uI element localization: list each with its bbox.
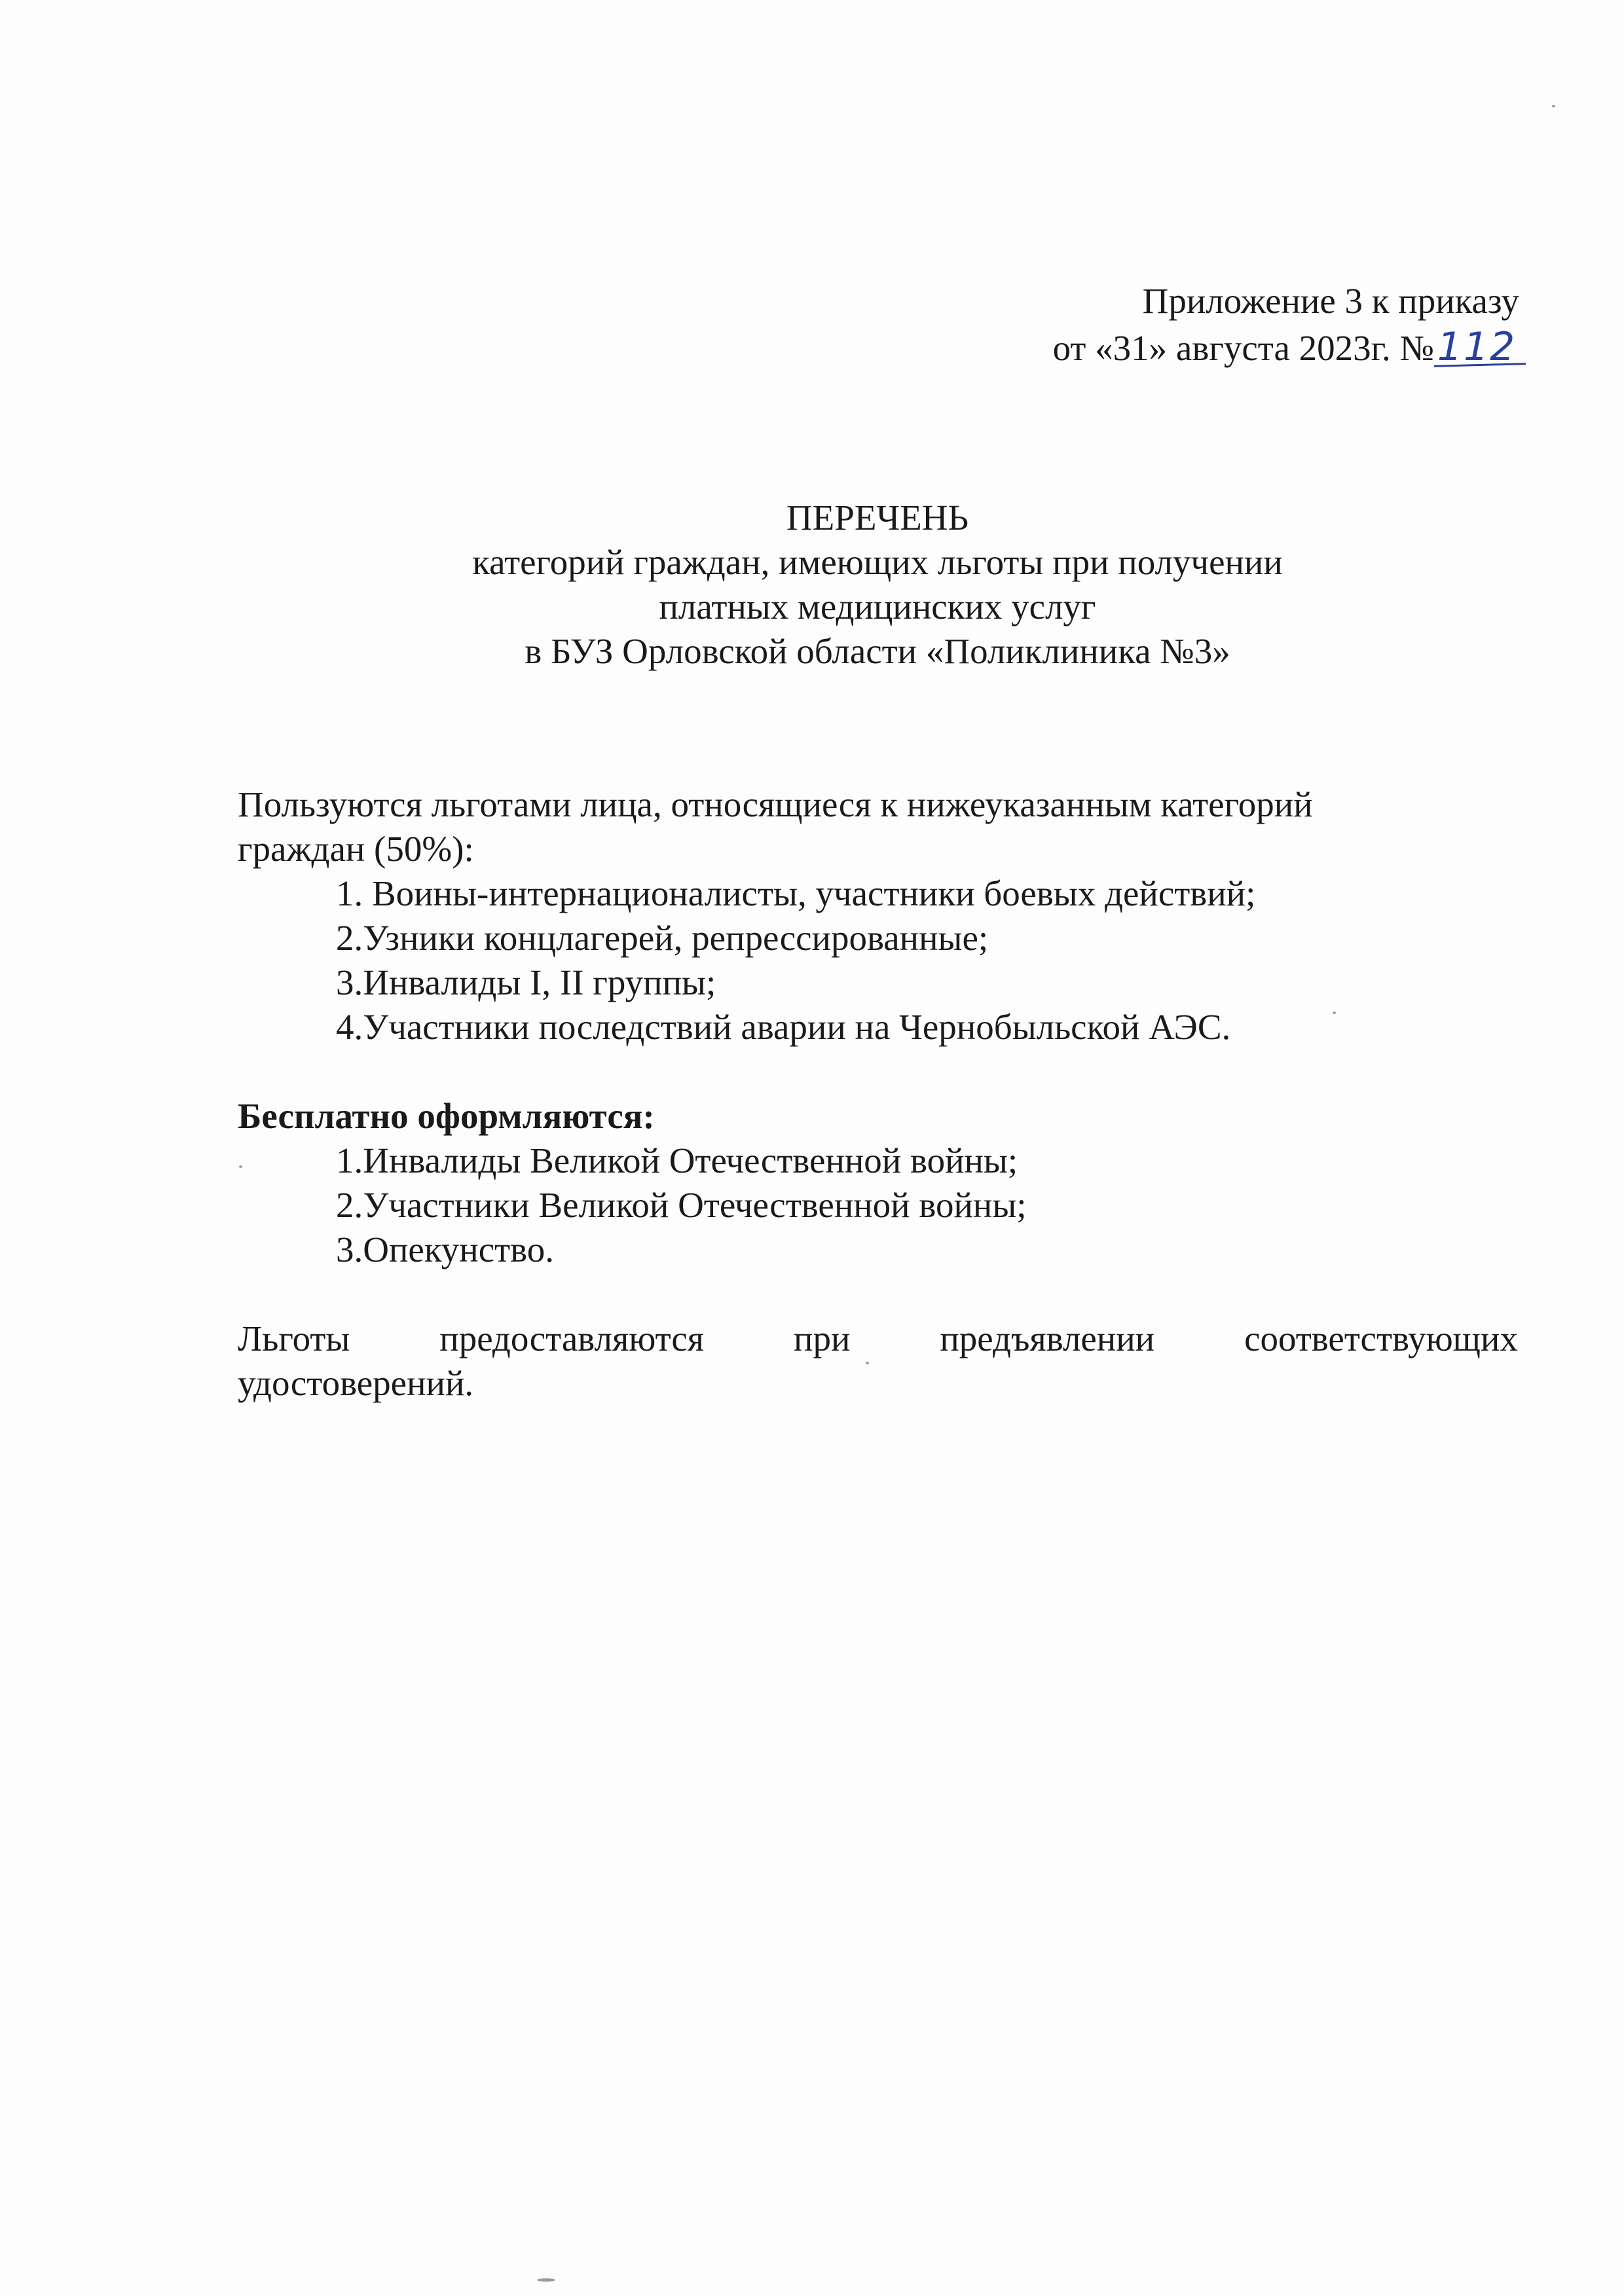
handwritten-order-number: 112 (1437, 324, 1517, 370)
document-body (238, 782, 1518, 1406)
list-item: 3.Опекунство. (336, 1230, 554, 1269)
list-item: 4.Участники последствий аварии на Чернобыльской АЭС. (336, 1007, 1231, 1047)
scan-speck (239, 1165, 242, 1168)
title-line-3: в БУЗ Орловской области «Поликлиника №3» (525, 631, 1230, 671)
list-item: 3.Инвалиды I, II группы; (336, 962, 716, 1002)
document-title (367, 496, 1388, 674)
list-item: 1. Воины-интернационалисты, участники боевых действий; (336, 873, 1256, 913)
scan-speck (1552, 105, 1555, 107)
closing-word: предоставляются (439, 1319, 705, 1358)
spacer (238, 1272, 1518, 1317)
list-item: 2.Участники Великой Отечественной войны; (336, 1185, 1027, 1225)
discount-list (238, 871, 1518, 1049)
spacer (238, 1049, 1518, 1094)
order-number-field (1434, 324, 1519, 371)
title-line-1: категорий граждан, имеющих льготы при получении (472, 542, 1283, 582)
closing-line-1 (238, 1317, 1518, 1361)
list-item: 2.Узники концлагерей, репрессированные; (336, 918, 989, 958)
list-item: 1.Инвалиды Великой Отечественной войны; (336, 1140, 1018, 1180)
order-prefix: от «31» августа 2023г. № (1052, 328, 1434, 368)
scan-speck (537, 2278, 555, 2282)
closing-word: предъявлении (940, 1319, 1155, 1358)
closing-word: при (794, 1319, 851, 1358)
order-line (1053, 324, 1519, 371)
discount-intro-line-1: Пользуются льготами лица, относящиеся к нижеуказанным категорий (238, 784, 1313, 824)
free-list (238, 1139, 1518, 1272)
title-heading: ПЕРЕЧЕНЬ (786, 498, 969, 538)
discount-intro-line-2: граждан (50%): (238, 829, 474, 869)
appendix-header (1053, 278, 1519, 371)
closing-line-2: удостоверений. (238, 1363, 474, 1403)
title-line-2: платных медицинских услуг (659, 587, 1096, 627)
scan-speck (866, 1362, 869, 1364)
closing-word: соответствующих (1244, 1319, 1518, 1358)
scan-speck (1333, 1011, 1336, 1014)
free-section-heading: Бесплатно оформляются: (238, 1096, 655, 1136)
appendix-line: Приложение 3 к приказу (1142, 281, 1519, 321)
closing-word: Льготы (238, 1319, 350, 1358)
